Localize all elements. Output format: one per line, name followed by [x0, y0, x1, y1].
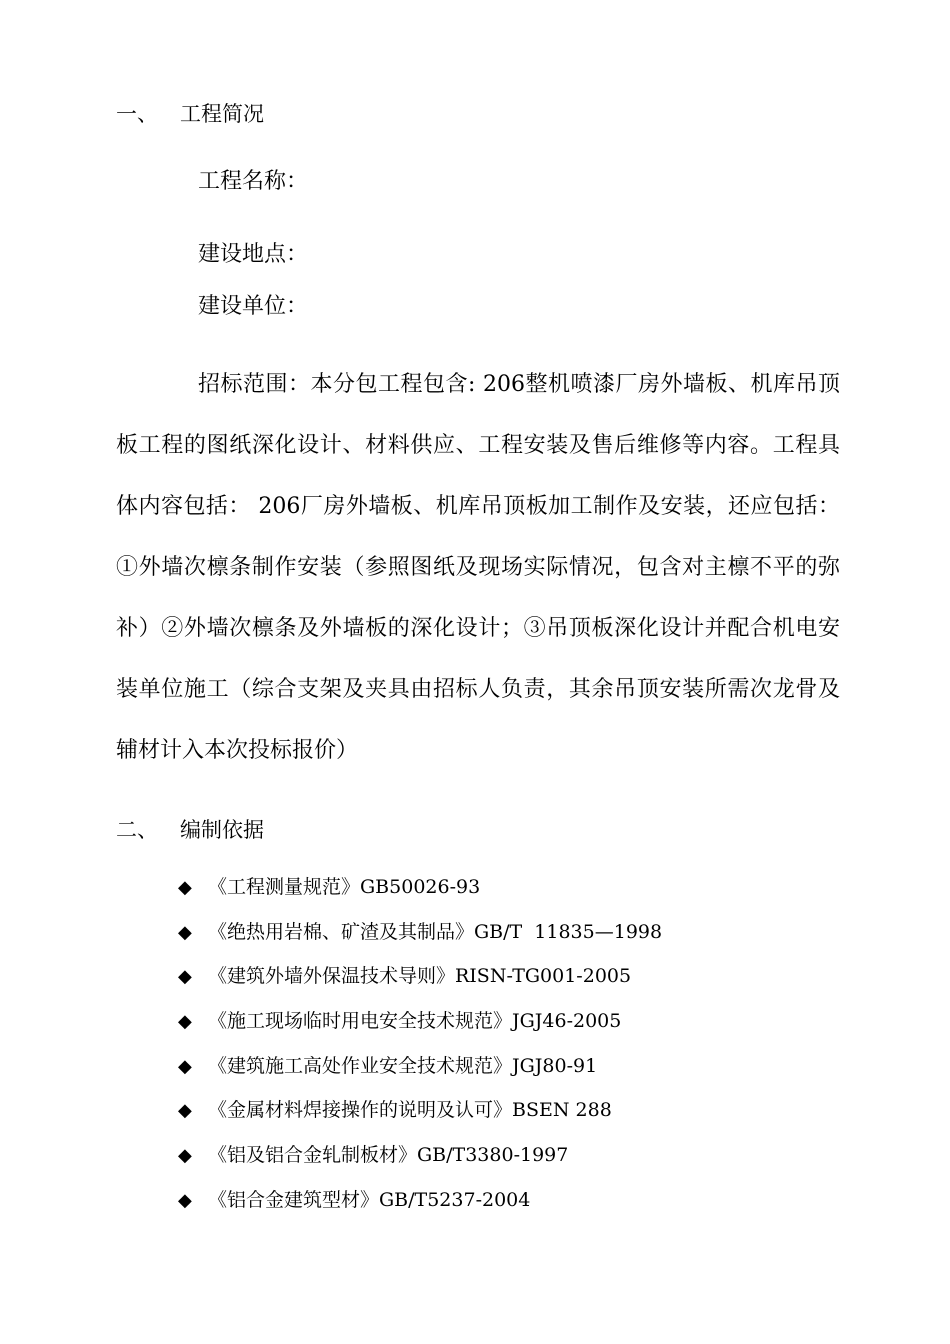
standard-title: 《铝及铝合金轧制板材》GB/T3380-1997: [208, 1144, 569, 1167]
list-item: [178, 919, 662, 964]
diamond-bullet-icon: ◆: [178, 1189, 192, 1211]
basis-list: [178, 874, 662, 1232]
diamond-bullet-icon: ◆: [178, 921, 192, 943]
standard-title: 《施工现场临时用电安全技术规范》JGJ46-2005: [208, 1010, 622, 1033]
section-number: 一、: [116, 102, 158, 126]
standard-title: 《建筑施工高处作业安全技术规范》JGJ80-91: [208, 1054, 598, 1077]
section-number: 二、: [116, 818, 158, 842]
standard-title: 《绝热用岩棉、矿渣及其制品》GB/T 11835—1998: [208, 920, 663, 943]
standard-title: 《工程测量规范》GB50026-93: [208, 876, 481, 898]
standard-title: 《建筑外墙外保温技术导则》RISN-TG001-2005: [208, 965, 632, 988]
list-item: [178, 1053, 662, 1098]
diamond-bullet-icon: ◆: [178, 966, 192, 988]
list-item: [178, 963, 662, 1008]
list-item: [178, 1097, 662, 1142]
list-item: [178, 874, 662, 919]
section-heading-basis: [116, 816, 264, 844]
location-field: 建设地点：: [198, 242, 309, 267]
standard-title: 《金属材料焊接操作的说明及认可》BSEN 288: [208, 1099, 612, 1122]
diamond-bullet-icon: ◆: [178, 1055, 192, 1077]
list-item: [178, 1008, 662, 1053]
diamond-bullet-icon: ◆: [178, 1100, 192, 1122]
section-heading-overview: [116, 100, 264, 128]
project-name-field: 工程名称：: [198, 169, 309, 194]
section-title: 工程简况: [180, 102, 264, 126]
diamond-bullet-icon: ◆: [178, 1145, 192, 1167]
section-title: 编制依据: [180, 818, 264, 842]
standard-title: 《铝合金建筑型材》GB/T5237-2004: [208, 1188, 531, 1211]
bid-scope-paragraph: 招标范围：本分包工程包含: 206整机喷漆厂房外墙板、机库吊顶板工程的图纸深化设计、材料供应、工程安装及售后维修等内容。工程具体内容包括： 206厂房外墙板、机库吊顶板加工制作及安装，还应包括：①外墙次檩条制作安装（参照图纸及现场实际情况，包含对主檩不平的弥补）②外墙次檩条及外墙板的深化设计；③吊顶板深化设计并配合机电安装单位施工（综合支架及夹具由招标人负责，其余吊顶安装所需次龙骨及辅材计入本次投标报价）: [116, 372, 840, 763]
owner-field: 建设单位：: [198, 294, 309, 319]
list-item: [178, 1142, 662, 1187]
list-item: [178, 1187, 662, 1232]
diamond-bullet-icon: ◆: [178, 877, 192, 898]
diamond-bullet-icon: ◆: [178, 1011, 192, 1033]
